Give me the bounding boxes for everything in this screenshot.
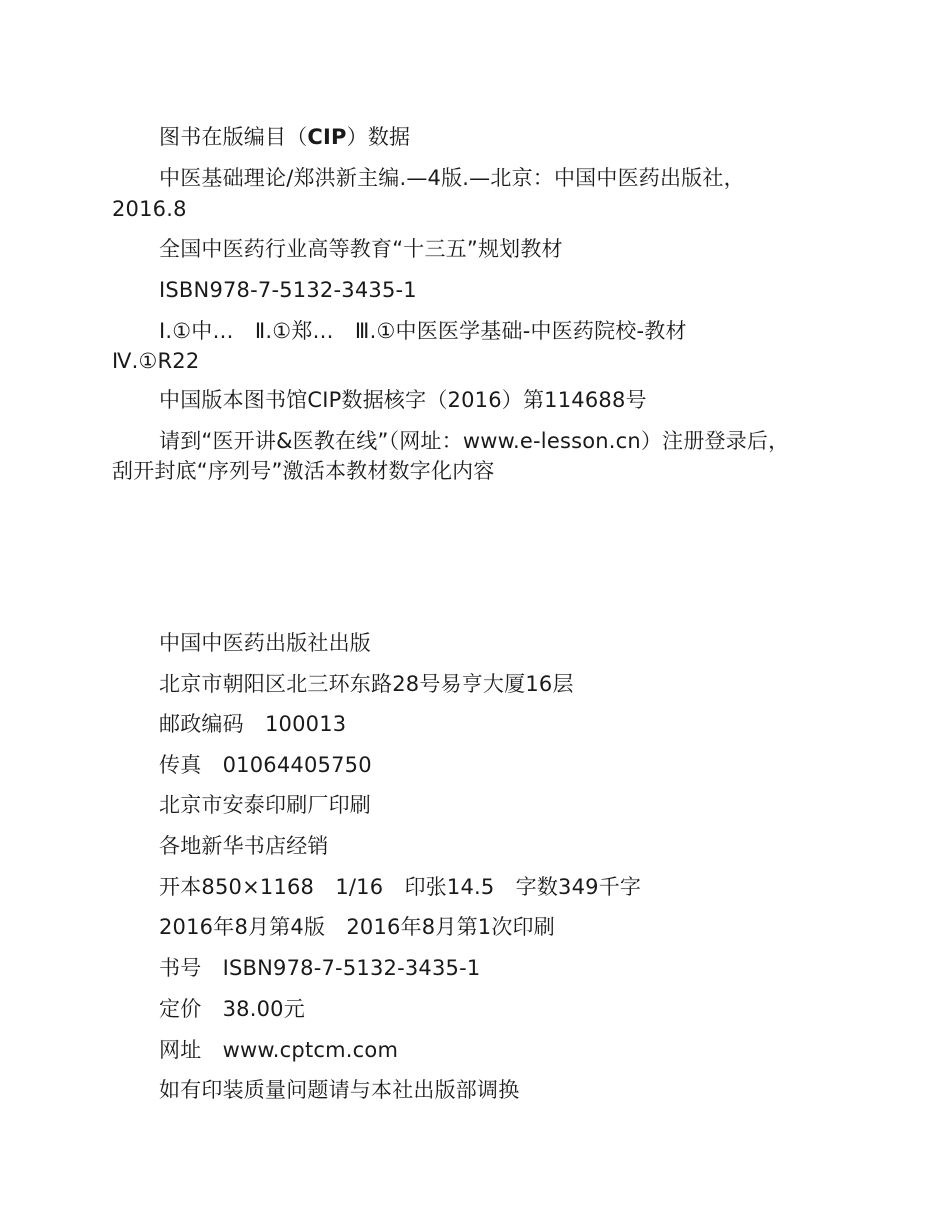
book-number: 书号 ISBN978-7-5132-3435-1 xyxy=(159,956,481,980)
cip-isbn: ISBN978-7-5132-3435-1 xyxy=(159,278,417,302)
website: 网址 www.cptcm.com xyxy=(159,1038,399,1062)
edition-info: 2016年8月第4版 2016年8月第1次印刷 xyxy=(159,915,555,939)
publisher-address: 北京市朝阳区北三环东路28号易亨大厦16层 xyxy=(159,672,574,696)
cip-title-line-cont: 2016.8 xyxy=(112,197,187,221)
cip-heading-suffix: ）数据 xyxy=(346,125,411,149)
cip-heading-bold: CIP xyxy=(307,125,347,149)
cip-number: 中国版本图书馆CIP数据核字（2016）第114688号 xyxy=(159,388,647,412)
fax: 传真 01064405750 xyxy=(159,753,372,777)
quality-notice: 如有印装质量问题请与本社出版部调换 xyxy=(159,1078,520,1102)
cip-heading xyxy=(159,122,410,152)
online-notice-cont: 刮开封底“序列号”激活本教材数字化内容 xyxy=(112,459,495,483)
cip-heading-prefix: 图书在版编目（ xyxy=(159,125,308,149)
online-notice: 请到“医开讲&医教在线”（网址：www.e-lesson.cn）注册登录后， xyxy=(159,429,790,453)
format-info: 开本850×1168 1/16 印张14.5 字数349千字 xyxy=(159,875,642,899)
cip-title-line: 中医基础理论/郑洪新主编.—4版.—北京：中国中医药出版社， xyxy=(159,166,745,190)
cip-classification-cont: Ⅳ.①R22 xyxy=(112,349,200,373)
distributor: 各地新华书店经销 xyxy=(159,834,329,858)
price: 定价 38.00元 xyxy=(159,997,305,1021)
postal-code: 邮政编码 100013 xyxy=(159,712,347,736)
cip-series: 全国中医药行业高等教育“十三五”规划教材 xyxy=(159,237,563,261)
publisher: 中国中医药出版社出版 xyxy=(159,631,371,655)
cip-classification: Ⅰ.①中… Ⅱ.①郑… Ⅲ.①中医医学基础-中医药院校-教材 xyxy=(159,319,687,343)
printer: 北京市安泰印刷厂印刷 xyxy=(159,793,371,817)
